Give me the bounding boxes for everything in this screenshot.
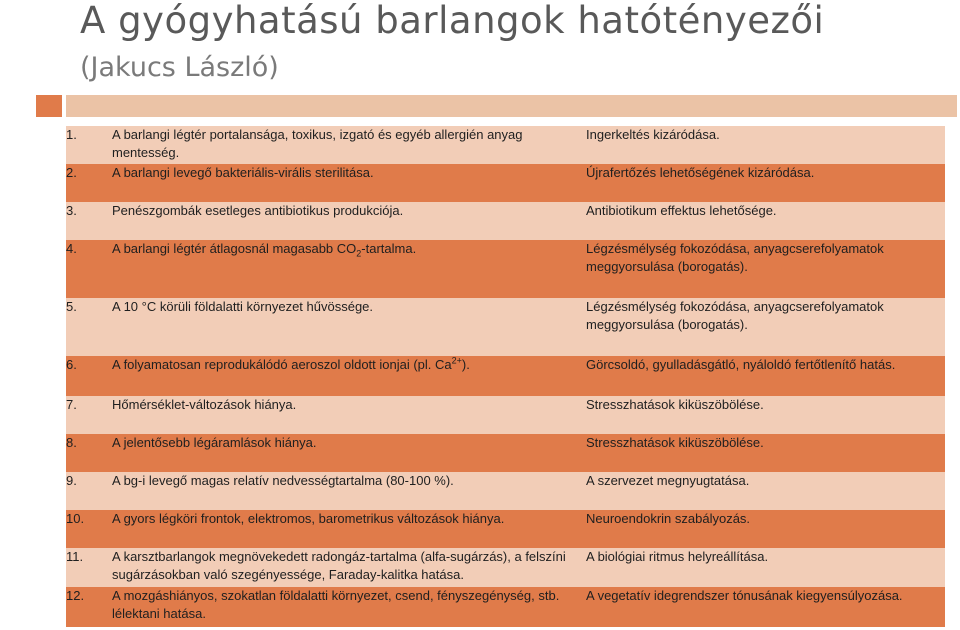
row-effect: Ingerkeltés kizáródása. bbox=[586, 126, 945, 164]
row-factor: A bg-i levegő magas relatív nedvességtartalma (80-100 %). bbox=[112, 472, 586, 510]
table-row bbox=[66, 240, 945, 298]
row-effect: Légzésmélység fokozódása, anyagcserefolyamatok meggyorsulása (borogatás). bbox=[586, 240, 945, 298]
row-number: 10. bbox=[66, 510, 112, 548]
row-factor-text-end: ). bbox=[461, 357, 470, 372]
table-row bbox=[66, 202, 945, 240]
table-row bbox=[66, 396, 945, 434]
row-factor-superscript: 2+ bbox=[451, 355, 462, 366]
row-factor bbox=[112, 240, 586, 298]
row-factor: Penészgombák esetleges antibiotikus produkciója. bbox=[112, 202, 586, 240]
table-row bbox=[66, 126, 945, 164]
row-factor: A barlangi levegő bakteriális-virális sterilitása. bbox=[112, 164, 586, 202]
row-factor bbox=[112, 356, 586, 396]
row-number: 4. bbox=[66, 240, 112, 298]
table-row bbox=[66, 548, 945, 587]
factors-table bbox=[66, 126, 945, 627]
table-row bbox=[66, 164, 945, 202]
table-row bbox=[66, 472, 945, 510]
row-factor: Hőmérséklet-változások hiánya. bbox=[112, 396, 586, 434]
row-number: 5. bbox=[66, 298, 112, 356]
page-title: A gyógyhatású barlangok hatótényezői bbox=[80, 0, 825, 42]
row-effect: A vegetatív idegrendszer tónusának kiegyensúlyozása. bbox=[586, 587, 945, 627]
row-number: 11. bbox=[66, 548, 112, 587]
row-factor: A jelentősebb légáramlások hiánya. bbox=[112, 434, 586, 472]
row-number: 6. bbox=[66, 356, 112, 396]
row-factor-text-end: -tartalma. bbox=[361, 241, 417, 256]
row-effect: Újrafertőzés lehetőségének kizáródása. bbox=[586, 164, 945, 202]
row-factor: A 10 °C körüli földalatti környezet hűvössége. bbox=[112, 298, 586, 356]
row-number: 3. bbox=[66, 202, 112, 240]
row-number: 12. bbox=[66, 587, 112, 627]
row-effect: Stresszhatások kiküszöbölése. bbox=[586, 434, 945, 472]
row-effect: Stresszhatások kiküszöbölése. bbox=[586, 396, 945, 434]
row-effect: Neuroendokrin szabályozás. bbox=[586, 510, 945, 548]
row-factor: A gyors légköri frontok, elektromos, barometrikus változások hiánya. bbox=[112, 510, 586, 548]
row-effect: Légzésmélység fokozódása, anyagcserefolyamatok meggyorsulása (borogatás). bbox=[586, 298, 945, 356]
title-rule-accent bbox=[36, 95, 62, 117]
row-factor: A mozgáshiányos, szokatlan földalatti környezet, csend, fényszegénység, stb. lélektani hatása. bbox=[112, 587, 586, 627]
row-factor-text: A folyamatosan reprodukálódó aeroszol oldott ionjai (pl. Ca bbox=[112, 357, 452, 372]
table-row bbox=[66, 356, 945, 396]
row-effect: A szervezet megnyugtatása. bbox=[586, 472, 945, 510]
row-factor: A karsztbarlangok megnövekedett radongáz-tartalma (alfa-sugárzás), a felszíni sugárzásokban való szegényessége, Faraday-kalitka hatása. bbox=[112, 548, 586, 587]
row-factor-text: A barlangi légtér átlagosnál magasabb CO bbox=[112, 241, 357, 256]
row-number: 2. bbox=[66, 164, 112, 202]
row-effect: Antibiotikum effektus lehetősége. bbox=[586, 202, 945, 240]
table-row bbox=[66, 587, 945, 627]
row-factor-subscript: 2 bbox=[356, 248, 362, 259]
table-row bbox=[66, 510, 945, 548]
page-subtitle: (Jakucs László) bbox=[80, 52, 279, 83]
row-number: 9. bbox=[66, 472, 112, 510]
row-number: 7. bbox=[66, 396, 112, 434]
row-factor: A barlangi légtér portalansága, toxikus, izgató és egyéb allergién anyag mentesség. bbox=[112, 126, 586, 164]
title-rule-bar bbox=[66, 95, 957, 117]
table-row bbox=[66, 434, 945, 472]
row-effect: A biológiai ritmus helyreállítása. bbox=[586, 548, 945, 587]
table-row bbox=[66, 298, 945, 356]
row-effect: Görcsoldó, gyulladásgátló, nyáloldó fertőtlenítő hatás. bbox=[586, 356, 945, 396]
row-number: 8. bbox=[66, 434, 112, 472]
row-number: 1. bbox=[66, 126, 112, 164]
